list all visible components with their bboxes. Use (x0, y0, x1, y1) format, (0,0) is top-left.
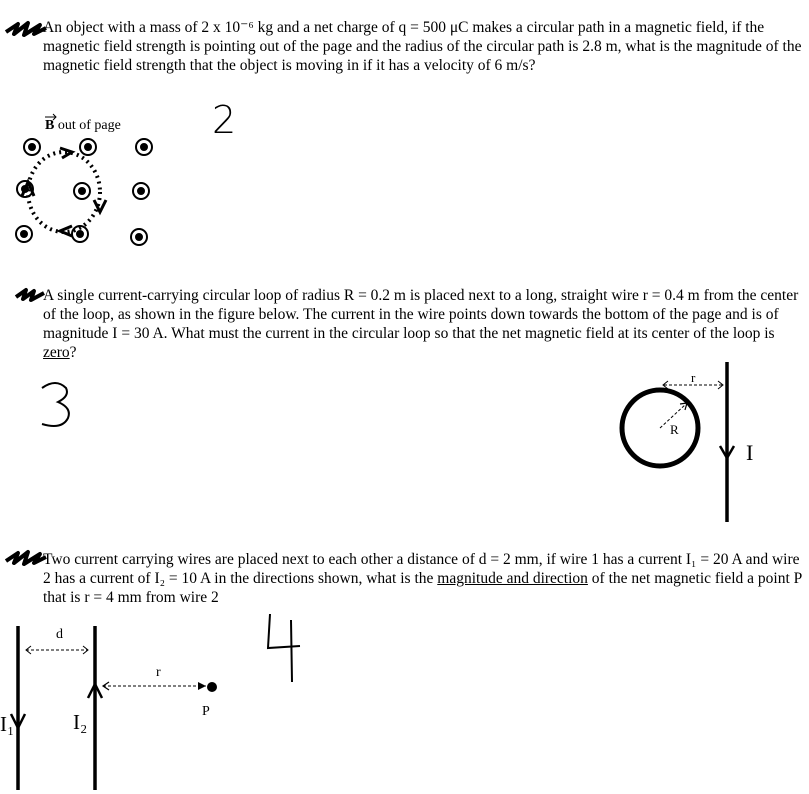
b-vector-arrow-icon (44, 113, 58, 121)
problem-3-body: Two current carrying wires are placed next to each other a distance of d = 2 mm, if wire 1 has a current I₁ = 20 A and wire 2 has a current of I₂ = 10 A in the directions shown, what is the (43, 551, 800, 587)
problem-2-end: ? (69, 344, 77, 361)
scribble-mark-2 (14, 287, 46, 303)
b-field-label-rest: out of page (54, 118, 121, 133)
scribble-mark-1 (4, 20, 48, 40)
problem-1-text (43, 18, 803, 75)
problem-2-body: A single current-carrying circular loop of radius R = 0.2 m is placed next to a long, straight wire r = 0.4 m from the center of the loop, as shown in the figure below. The current in the wire points down towards the bottom of the page and is of magnitude I = 30 A. What must the current in the circular loop so that the net magnetic field at its center of the loop is (43, 287, 799, 342)
path-arrow-icon (60, 226, 72, 236)
label-P: P (202, 704, 210, 719)
problem-3-text (43, 550, 803, 607)
arrowhead-to-p-icon (198, 682, 206, 690)
label-R: R (670, 422, 679, 437)
label-I: I (746, 440, 754, 465)
problem-3-end: of the net magnetic field a point P that is r = 4 mm from wire 2 (43, 570, 802, 606)
problem-1-body: An object with a mass of 2 x 10⁻⁶ kg and a net charge of q = 500 μC makes a circular path in a magnetic field, if the magnetic field strength is pointing out of the page and the radius of the circular path is 2.8 m, what is the magnitude of the magnetic field strength that the object is moving in if it has a velocity of 6 m/s? (43, 19, 802, 74)
problem-2-text (43, 286, 803, 362)
scribble-mark-3 (4, 549, 48, 567)
b-vector-symbol: B (45, 118, 55, 133)
handwritten-number-2: 2 (212, 98, 237, 142)
label-r-loop: r (691, 370, 696, 385)
label-d: d (56, 627, 63, 642)
label-I1: I₁ (0, 712, 15, 736)
label-r-wires: r (156, 665, 161, 680)
label-I2: I₂ (73, 710, 88, 734)
problem-2-underlined: zero (43, 344, 70, 361)
handwritten-number-4-figure (264, 610, 304, 686)
magnetic-field-figure (0, 130, 170, 260)
point-p (207, 682, 217, 692)
field-out-of-page-dots (16, 139, 152, 245)
handwritten-number-3-figure (36, 380, 76, 430)
problem-3-underlined: magnitude and direction (437, 570, 588, 587)
